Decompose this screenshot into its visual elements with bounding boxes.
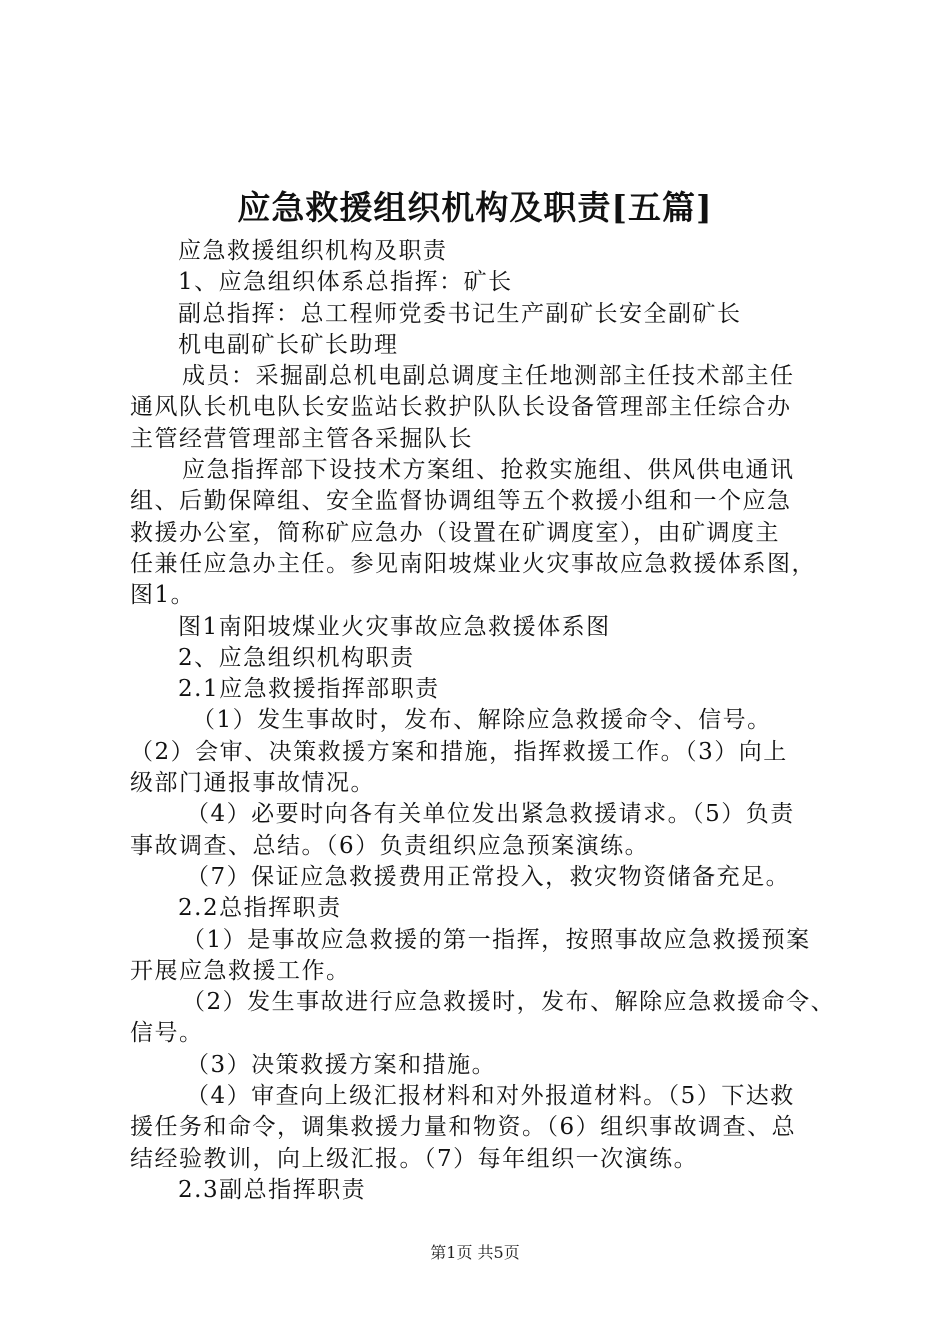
text-line-19: （4）必要时向各有关单位发出紧急救援请求。（5）负责 [186,801,795,828]
text-line-22: 2.2总指挥职责 [178,895,342,922]
text-line-13: 图1南阳坡煤业火灾事故应急救援体系图 [178,613,611,640]
document-title: 应急救援组织机构及职责[五篇] [237,188,713,227]
text-line-25: （2）发生事故进行应急救援时，发布、解除应急救援命令、 [182,989,836,1016]
text-line-3: 副总指挥：总工程师党委书记生产副矿长安全副矿长 [178,300,742,327]
text-line-27: （3）决策救援方案和措施。 [186,1051,497,1078]
text-line-28: （4）审查向上级汇报材料和对外报道材料。（5）下达救 [186,1083,795,1110]
text-line-30: 结经验教训，向上级汇报。（7）每年组织一次演练。 [130,1145,699,1172]
text-line-6: 通风队长机电队长安监站长救护队队长设备管理部主任综合办 [130,394,792,421]
text-line-14: 2、应急组织机构职责 [178,644,415,671]
text-line-8: 应急指挥部下设技术方案组、抢救实施组、供风供电通讯 [182,457,795,484]
text-line-12: 图1。 [130,582,196,609]
text-line-5: 成员：采掘副总机电副总调度主任地测部主任技术部主任 [182,363,795,390]
text-line-1: 应急救援组织机构及职责 [178,238,448,264]
text-line-16: （1）发生事故时，发布、解除应急救援命令、信号。 [192,707,772,734]
text-line-31: 2.3副总指挥职责 [178,1176,367,1203]
text-line-24: 开展应急救援工作。 [130,957,351,984]
text-line-23: （1）是事故应急救援的第一指挥，按照事故应急救援预案 [182,926,811,953]
text-line-4: 机电副矿长矿长助理 [178,331,399,358]
text-line-10: 救援办公室，简称矿应急办（设置在矿调度室），由矿调度主 [130,519,780,546]
text-line-29: 援任务和命令，调集救援力量和物资。（6）组织事故调查、总 [130,1114,797,1141]
text-line-26: 信号。 [130,1020,204,1047]
text-line-9: 组、后勤保障组、安全监督协调组等五个救援小组和一个应急 [130,488,792,515]
text-line-21: （7）保证应急救援费用正常投入，救灾物资储备充足。 [186,863,791,890]
text-line-18: 级部门通报事故情况。 [130,770,375,797]
text-line-17: （2）会审、决策救援方案和措施，指挥救援工作。（3）向上 [130,738,788,765]
document-body [130,236,836,1206]
text-line-7: 主管经营管理部主管各采掘队长 [130,425,473,452]
text-line-20: 事故调查、总结。（6）负责组织应急预案演练。 [130,832,650,859]
page-number-footer: 第1页 共5页 [430,1243,520,1262]
text-line-15: 2.1应急救援指挥部职责 [178,676,440,703]
text-line-11: 任兼任应急办主任。参见南阳坡煤业火灾事故应急救援体系图， [130,550,816,577]
text-line-2: 1、应急组织体系总指挥：矿长 [178,269,513,296]
